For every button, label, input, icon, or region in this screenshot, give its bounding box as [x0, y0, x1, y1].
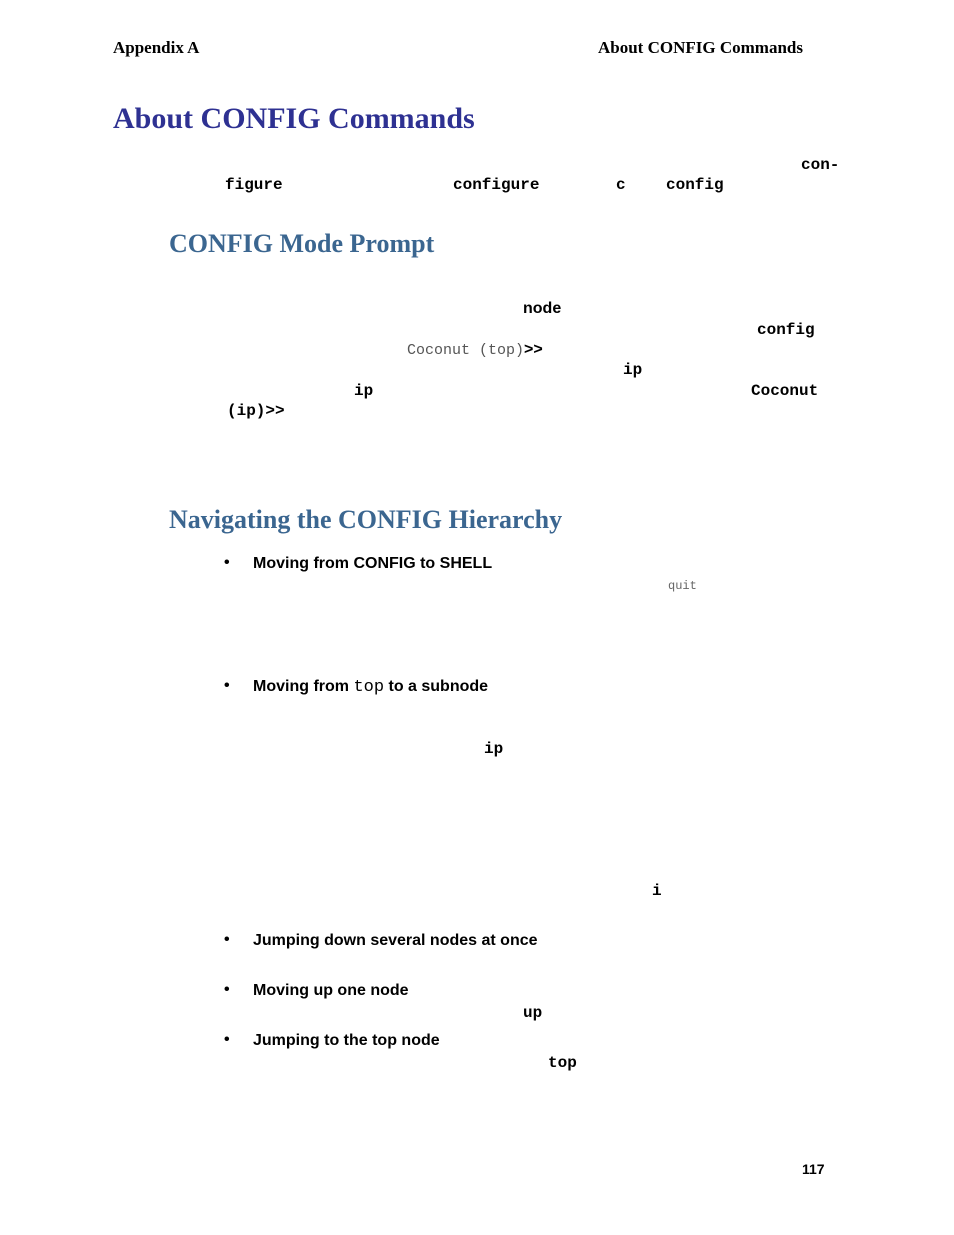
s1-ip-2: ip [354, 382, 374, 400]
intro-con: con- [801, 156, 840, 174]
b1-quit: quit [668, 579, 697, 593]
s1-node: node [523, 300, 562, 317]
bullet-1-glyph: • [224, 554, 230, 571]
bullet-2-code: top [353, 678, 385, 697]
bullet-2-suffix: to a subnode [384, 678, 489, 695]
bullet-2-prefix: Moving from [253, 678, 354, 695]
bullet-4-label: Moving up one node [253, 982, 409, 999]
section-heading-config-mode-prompt: CONFIG Mode Prompt [169, 229, 435, 258]
b2-ip: ip [484, 740, 504, 758]
b5-top: top [548, 1054, 577, 1072]
intro-config: config [666, 176, 724, 194]
bullet-4-glyph: • [224, 981, 230, 998]
s1-config: config [757, 321, 815, 339]
s1-prompt [407, 341, 543, 359]
bullet-2-glyph: • [224, 677, 230, 694]
intro-figure: figure [225, 176, 283, 194]
s1-ip-prompt: (ip)>> [227, 402, 285, 420]
bullet-1-label: Moving from CONFIG to SHELL [253, 555, 493, 572]
bullet-5-glyph: • [224, 1031, 230, 1048]
bullet-3-glyph: • [224, 931, 230, 948]
intro-c: c [616, 176, 626, 194]
bullet-3-label: Jumping down several nodes at once [253, 932, 538, 949]
section-heading-navigating-config-hierarchy: Navigating the CONFIG Hierarchy [169, 505, 563, 534]
page-title: About CONFIG Commands [113, 102, 475, 135]
running-header-right: About CONFIG Commands [598, 38, 803, 57]
bullet-5-label: Jumping to the top node [253, 1032, 440, 1049]
b4-up: up [523, 1004, 543, 1022]
intro-configure: configure [453, 176, 540, 194]
b2-i: i [652, 882, 662, 900]
page-number: 117 [802, 1161, 825, 1177]
s1-prompt-text: Coconut (top) [407, 342, 525, 359]
s1-ip-1: ip [623, 361, 643, 379]
running-header-left: Appendix A [113, 38, 200, 57]
s1-coconut: Coconut [751, 382, 819, 400]
s1-prompt-arrows: >> [524, 341, 543, 358]
bullet-2-label [253, 678, 488, 697]
